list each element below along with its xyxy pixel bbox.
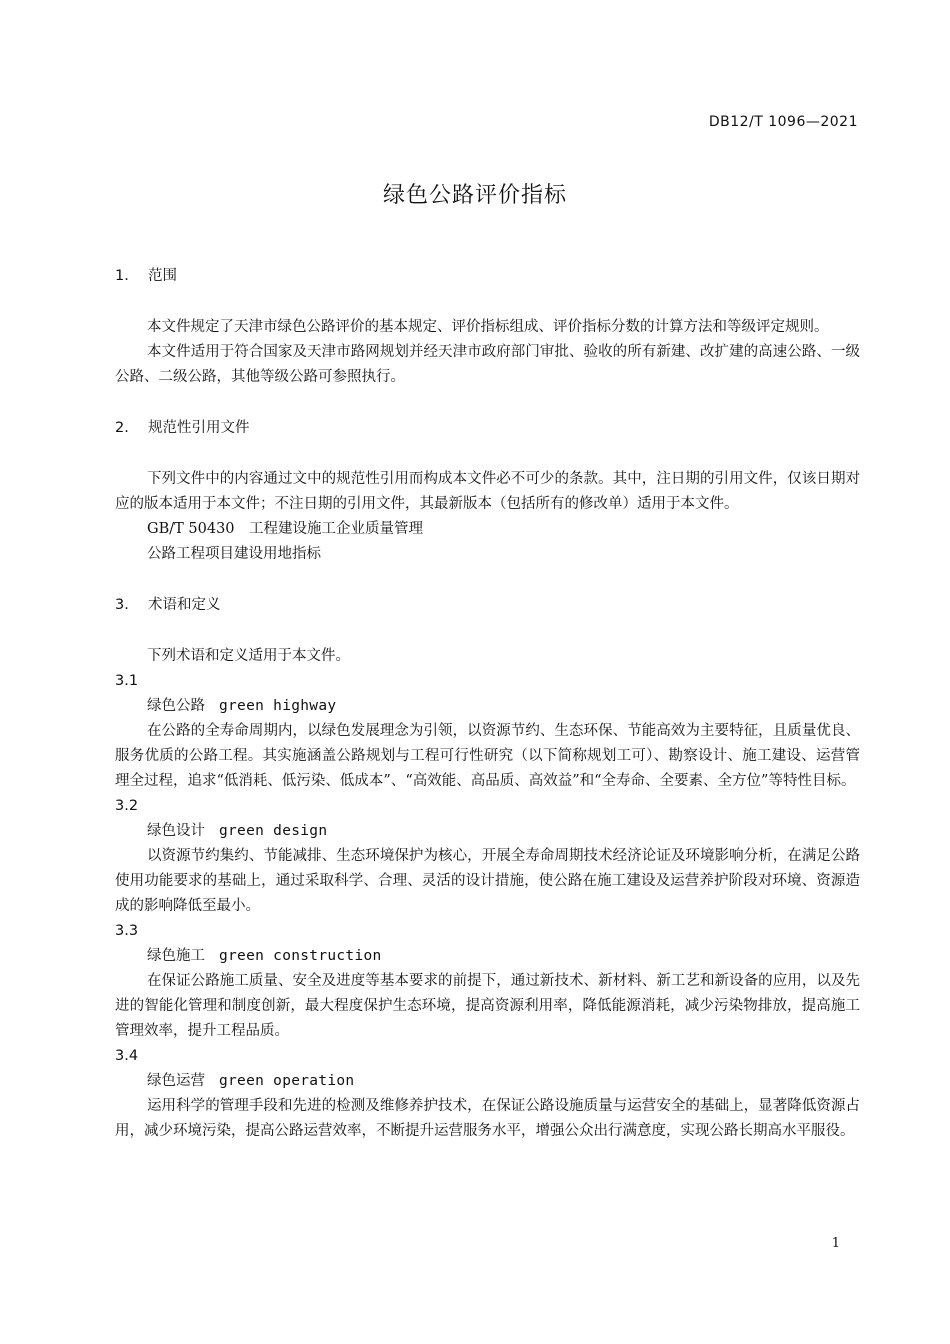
term-number: 3.3 bbox=[115, 923, 139, 939]
paragraph: 本文件适用于符合国家及天津市路网规划并经天津市政府部门审批、验收的所有新建、改扩建的高速公路、一级公路、二级公路，其他等级公路可参照执行。 bbox=[115, 344, 860, 385]
paragraph: 下列术语和定义适用于本文件。 bbox=[147, 648, 350, 664]
term-name-zh: 绿色公路 bbox=[147, 698, 205, 714]
term-name-en: green highway bbox=[219, 698, 337, 714]
document-id: DB12/T 1096—2021 bbox=[708, 114, 858, 130]
term-definition: 在保证公路施工质量、安全及进度等基本要求的前提下，通过新技术、新材料、新工艺和新设备的应用，以及先进的智能化管理和制度创新，最大程度保护生态环境，提高资源利用率，降低能源消耗，减少污染物排放，提高施工管理效率，提升工程品质。 bbox=[115, 973, 860, 1039]
section-number: 2. bbox=[115, 420, 129, 436]
term-definition: 运用科学的管理手段和先进的检测及维修养护技术，在保证公路设施质量与运营安全的基础上，显著降低资源占用，减少环境污染，提高公路运营效率，不断提升运营服务水平，增强公众出行满意度，实现公路长期高水平服役。 bbox=[115, 1098, 860, 1139]
term-definition: 在公路的全寿命周期内，以绿色发展理念为引领，以资源节约、生态环保、节能高效为主要特征，且质量优良、服务优质的公路工程。其实施涵盖公路规划与工程可行性研究（以下简称规划工可）、勘察设计、施工建设、运营管理全过程，追求“低消耗、低污染、低成本”、“高效能、高品质、高效益”和“全寿命、全要素、全方位”等特性目标。 bbox=[115, 723, 860, 789]
reference-item: 公路工程项目建设用地指标 bbox=[147, 546, 321, 562]
paragraph: 本文件规定了天津市绿色公路评价的基本规定、评价指标组成、评价指标分数的计算方法和等级评定规则。 bbox=[147, 319, 829, 335]
term-number: 3.4 bbox=[115, 1048, 139, 1064]
section-heading bbox=[115, 264, 860, 289]
section-title: 规范性引用文件 bbox=[148, 420, 250, 436]
section-title: 术语和定义 bbox=[148, 597, 221, 613]
section-heading bbox=[115, 593, 860, 618]
term-name-zh: 绿色设计 bbox=[147, 823, 205, 839]
section-number: 3. bbox=[115, 597, 129, 613]
page-number: 1 bbox=[831, 1236, 840, 1251]
term-name bbox=[115, 944, 860, 969]
term-name bbox=[115, 694, 860, 719]
term-name-zh: 绿色施工 bbox=[147, 948, 205, 964]
term-name bbox=[115, 819, 860, 844]
term-number: 3.2 bbox=[115, 798, 139, 814]
document-title: 绿色公路评价指标 bbox=[382, 183, 567, 208]
term-name-en: green construction bbox=[219, 948, 382, 964]
section-heading bbox=[115, 416, 860, 441]
reference-item: GB/T 50430 工程建设施工企业质量管理 bbox=[147, 521, 424, 537]
term-name-en: green design bbox=[219, 823, 328, 839]
term-definition: 以资源节约集约、节能减排、生态环境保护为核心，开展全寿命周期技术经济论证及环境影响分析，在满足公路使用功能要求的基础上，通过采取科学、合理、灵活的设计措施，使公路在施工建设及运营养护阶段对环境、资源造成的影响降低至最小。 bbox=[115, 848, 860, 914]
section-number: 1. bbox=[115, 268, 129, 284]
term-name-en: green operation bbox=[219, 1073, 355, 1089]
document-body bbox=[115, 264, 860, 1144]
paragraph: 下列文件中的内容通过文中的规范性引用而构成本文件必不可少的条款。其中，注日期的引用文件，仅该日期对应的版本适用于本文件；不注日期的引用文件，其最新版本（包括所有的修改单）适用于本文件。 bbox=[115, 471, 860, 512]
term-number: 3.1 bbox=[115, 673, 139, 689]
term-name bbox=[115, 1069, 860, 1094]
term-name-zh: 绿色运营 bbox=[147, 1073, 205, 1089]
section-title: 范围 bbox=[148, 268, 177, 284]
